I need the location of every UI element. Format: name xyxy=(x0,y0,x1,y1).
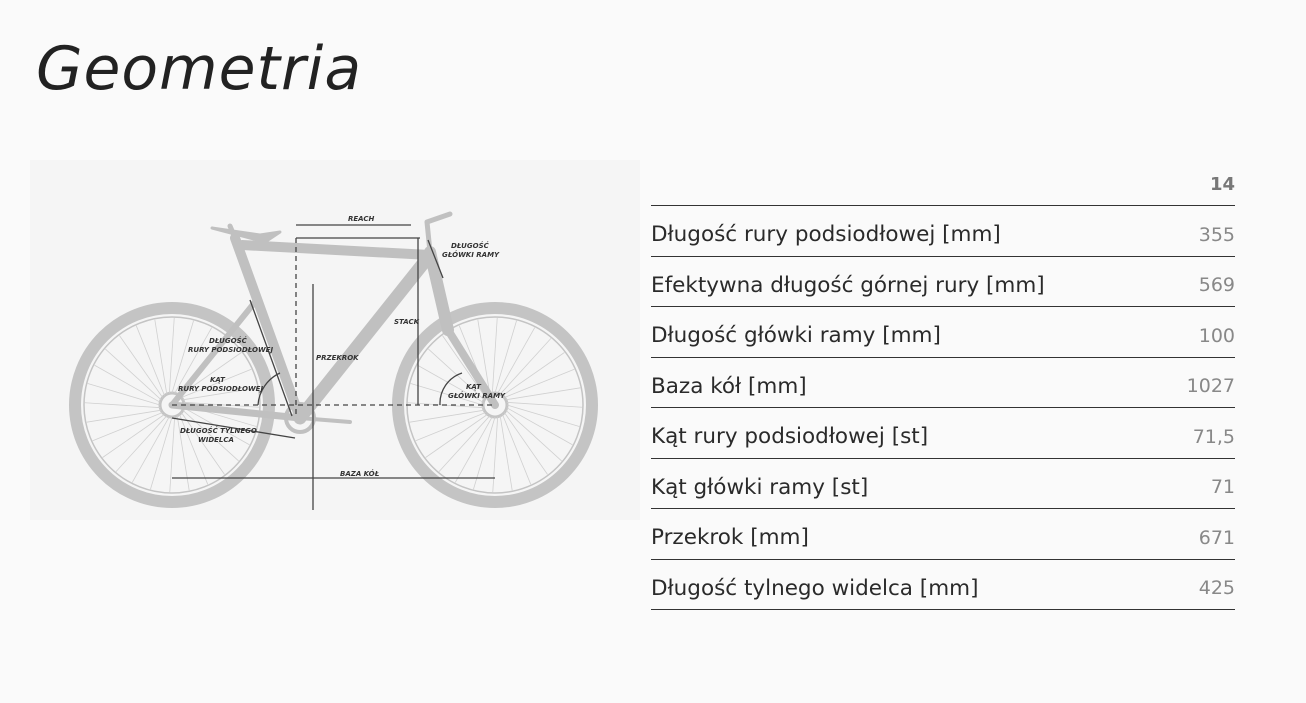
bike-geometry-diagram xyxy=(30,160,640,520)
table-row xyxy=(651,560,1235,611)
head-tube-length-label-1: DŁUGOŚĆ xyxy=(451,242,489,250)
standover-label: PRZEKROK xyxy=(316,354,359,362)
reach-label: REACH xyxy=(348,215,375,223)
row-label: Długość rury podsiodłowej [mm] xyxy=(651,222,1001,248)
chainstay-label-2: WIDELCA xyxy=(198,436,234,444)
row-label: Baza kół [mm] xyxy=(651,373,807,399)
row-value: 71 xyxy=(1210,476,1235,499)
stack-label: STACK xyxy=(394,318,420,326)
seat-angle-label-2: RURY PODSIODŁOWEJ xyxy=(178,385,264,393)
row-value: 425 xyxy=(1198,577,1235,600)
head-angle-label-1: KĄT xyxy=(466,383,481,391)
chainstay-label-1: DŁUGOŚĆ TYLNEGO xyxy=(180,427,257,435)
row-value: 355 xyxy=(1198,223,1235,246)
page-title: Geometria xyxy=(36,34,363,104)
row-label: Długość tylnego widelca [mm] xyxy=(651,575,979,601)
seat-tube-length-label-1: DŁUGOŚĆ xyxy=(209,337,247,345)
row-value: 671 xyxy=(1198,526,1235,549)
seat-angle-label-1: KĄT xyxy=(210,376,225,384)
table-row xyxy=(651,408,1235,459)
head-angle-label-2: GŁÓWKI RAMY xyxy=(448,392,506,400)
table-row xyxy=(651,509,1235,560)
wheelbase-label: BAZA KÓŁ xyxy=(340,470,380,478)
size-header xyxy=(651,164,1235,206)
geometry-table xyxy=(651,164,1235,610)
table-row xyxy=(651,257,1235,308)
row-label: Efektywna długość górnej rury [mm] xyxy=(651,272,1045,298)
table-row xyxy=(651,459,1235,510)
table-row xyxy=(651,358,1235,409)
row-value: 569 xyxy=(1198,274,1235,297)
row-label: Kąt rury podsiodłowej [st] xyxy=(651,424,929,450)
row-value: 1027 xyxy=(1186,375,1235,398)
row-label: Długość główki ramy [mm] xyxy=(651,323,941,349)
head-tube-length-label-2: GŁÓWKI RAMY xyxy=(442,251,500,259)
size-header-value: 14 xyxy=(1209,174,1235,195)
row-value: 100 xyxy=(1198,324,1235,347)
table-row xyxy=(651,307,1235,358)
row-label: Kąt główki ramy [st] xyxy=(651,474,869,500)
row-value: 71,5 xyxy=(1192,425,1235,448)
seat-tube-length-label-2: RURY PODSIODŁOWEJ xyxy=(188,346,274,354)
table-row xyxy=(651,206,1235,257)
row-label: Przekrok [mm] xyxy=(651,525,809,551)
